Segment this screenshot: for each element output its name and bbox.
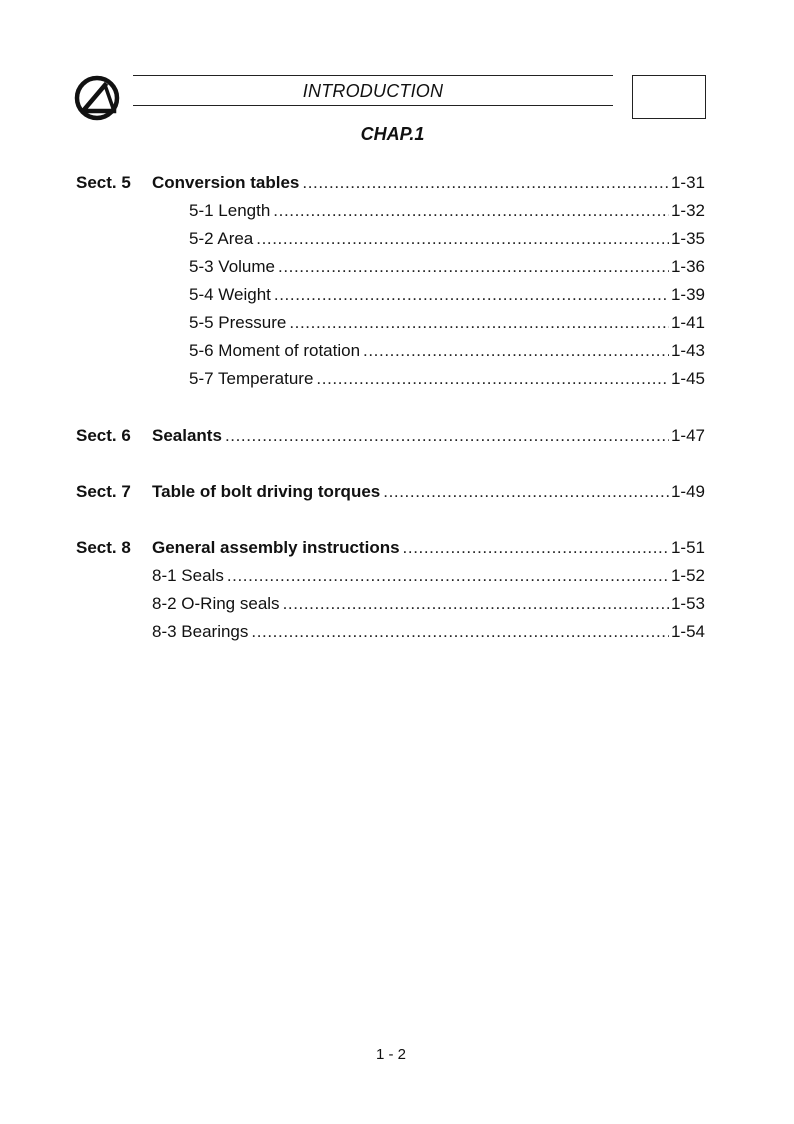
section-label: Sect. 5	[76, 173, 131, 192]
toc-section-row	[152, 171, 705, 195]
leader-dots	[403, 536, 669, 560]
toc-item-row	[189, 283, 705, 307]
header-rule-bottom	[133, 105, 613, 106]
leader-dots	[289, 311, 669, 335]
header-rule-top	[133, 75, 613, 76]
leader-dots	[227, 564, 669, 588]
toc-page-number: 1-49	[670, 482, 705, 501]
leader-dots	[273, 199, 669, 223]
toc-item-title: 5-2 Area	[189, 229, 254, 248]
toc-item-row	[189, 311, 705, 335]
toc-item-title: 5-6 Moment of rotation	[189, 341, 361, 360]
toc-item-row	[152, 564, 705, 588]
toc-item-title: 8-2 O-Ring seals	[152, 594, 280, 613]
toc-page-number: 1-54	[670, 622, 705, 641]
toc-section-row	[152, 480, 705, 504]
toc-item-title: 5-3 Volume	[189, 257, 275, 276]
page-title: INTRODUCTION	[302, 81, 444, 101]
page-number-footer: 1 - 2	[375, 1046, 406, 1063]
toc-item-title: 5-1 Length	[189, 201, 271, 220]
toc-item-title: 5-4 Weight	[189, 285, 271, 304]
leader-dots	[225, 424, 669, 448]
toc-page-number: 1-45	[670, 369, 705, 388]
section-label: Sect. 8	[76, 538, 131, 557]
toc-item-title: 8-1 Seals	[152, 566, 224, 585]
toc-item-title: 8-3 Bearings	[152, 622, 249, 641]
toc-section-title: Table of bolt driving torques	[152, 482, 381, 501]
toc-page-number: 1-53	[670, 594, 705, 613]
leader-dots	[283, 592, 669, 616]
toc-item-row	[189, 367, 705, 391]
toc-section-title: Conversion tables	[152, 173, 300, 192]
toc-item-row	[189, 199, 705, 223]
section-label: Sect. 7	[76, 482, 131, 501]
toc-section-row	[152, 536, 705, 560]
toc-item-row	[189, 339, 705, 363]
company-logo-icon	[74, 75, 120, 121]
toc-page-number: 1-35	[670, 229, 705, 248]
toc-page-number: 1-47	[670, 426, 705, 445]
toc-item-row	[152, 592, 705, 616]
toc-page-number: 1-51	[670, 538, 705, 557]
chapter-label: CHAP.1	[360, 124, 425, 144]
toc-item-title: 5-5 Pressure	[189, 313, 287, 332]
leader-dots	[274, 283, 669, 307]
leader-dots	[363, 339, 669, 363]
toc-item-title: 5-7 Temperature	[189, 369, 314, 388]
toc-item-row	[189, 255, 705, 279]
toc-item-row	[189, 227, 705, 251]
leader-dots	[251, 620, 669, 644]
toc-page-number: 1-52	[670, 566, 705, 585]
toc-page-number: 1-41	[670, 313, 705, 332]
leader-dots	[302, 171, 669, 195]
header-box	[632, 75, 706, 119]
section-label: Sect. 6	[76, 426, 131, 445]
toc-section-title: General assembly instructions	[152, 538, 400, 557]
toc-section-title: Sealants	[152, 426, 222, 445]
toc-page-number: 1-32	[670, 201, 705, 220]
toc-page-number: 1-39	[670, 285, 705, 304]
toc-section-row	[152, 424, 705, 448]
toc-page-number: 1-31	[670, 173, 705, 192]
toc-page-number: 1-36	[670, 257, 705, 276]
toc-page-number: 1-43	[670, 341, 705, 360]
leader-dots	[256, 227, 669, 251]
leader-dots	[316, 367, 669, 391]
leader-dots	[383, 480, 669, 504]
toc-item-row	[152, 620, 705, 644]
leader-dots	[278, 255, 669, 279]
